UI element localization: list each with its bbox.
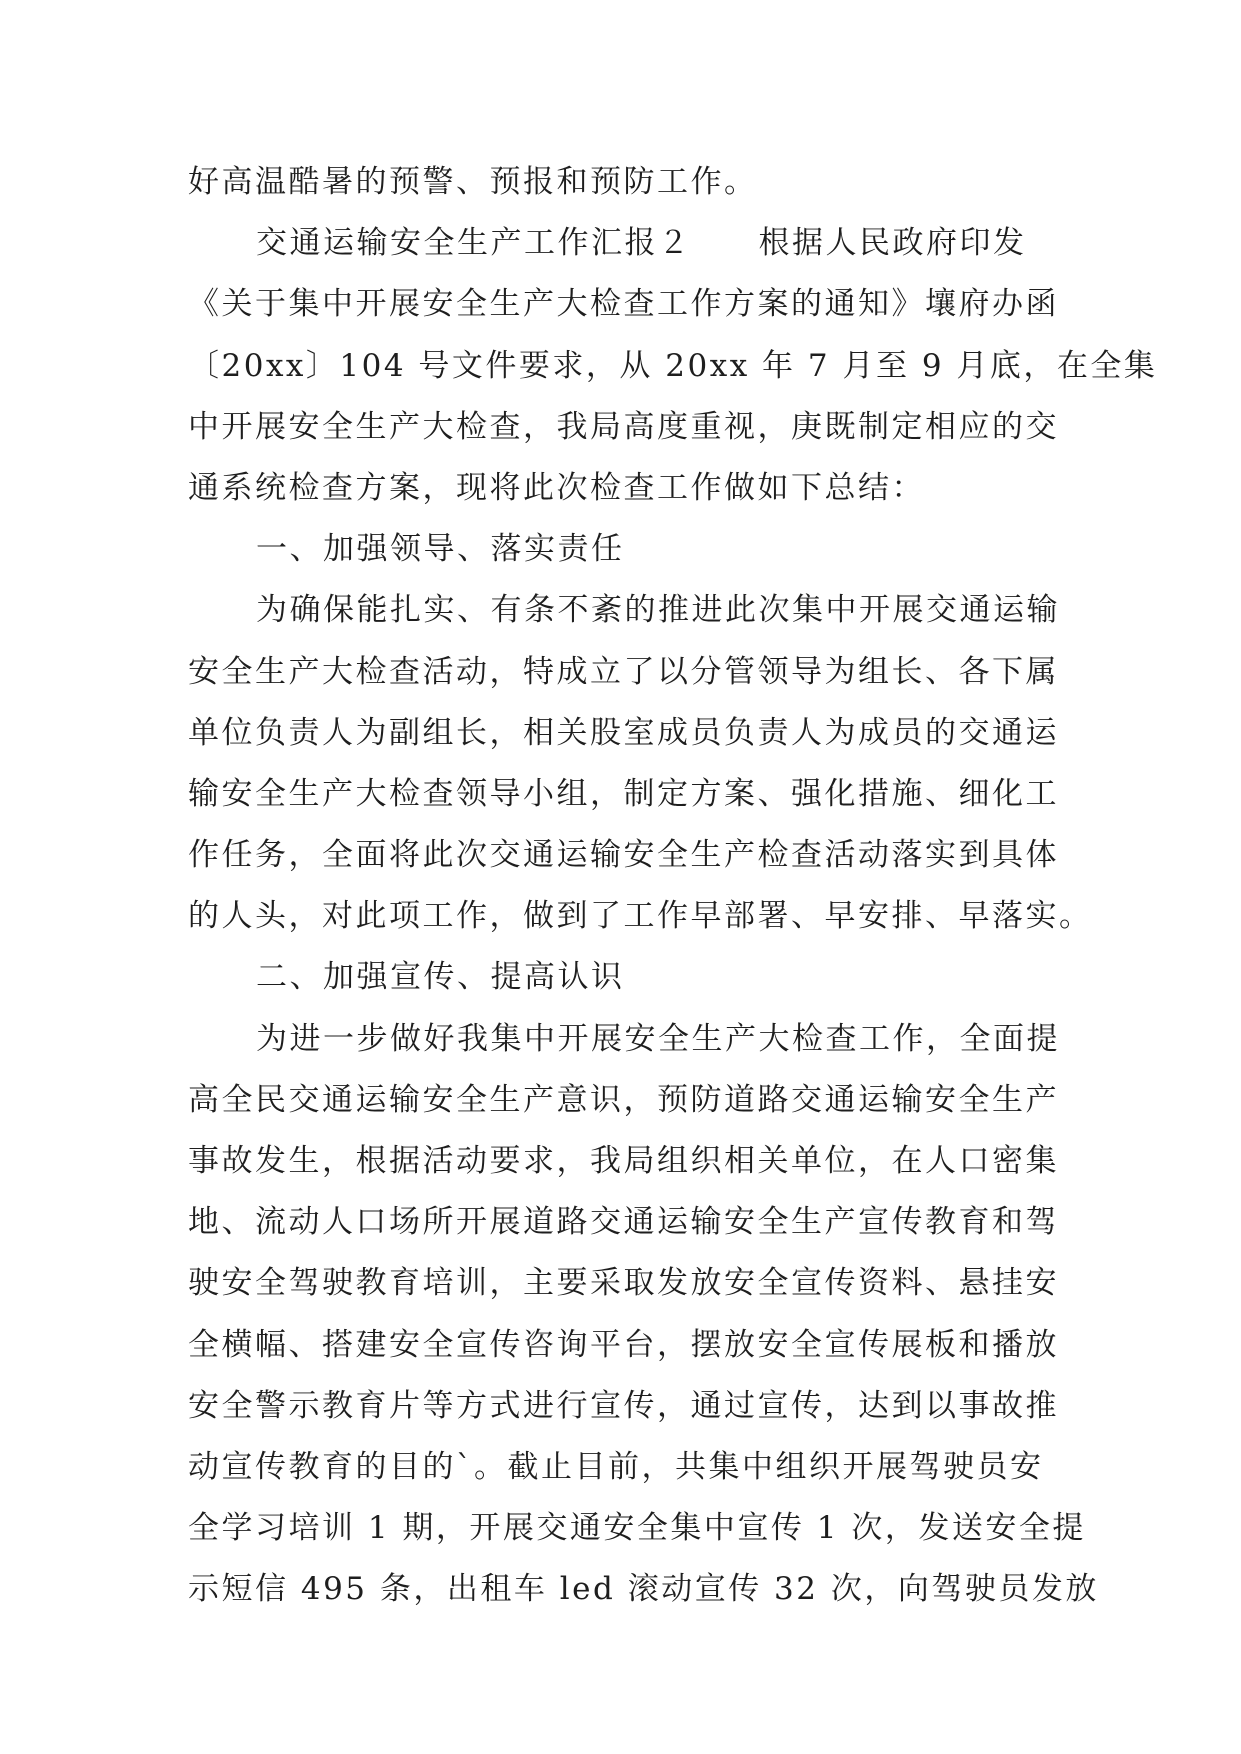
- text-line: 《关于集中开展安全生产大检查工作方案的通知》壤府办函: [188, 286, 1059, 323]
- text-line: 安全生产大检查活动，特成立了以分管领导为组长、各下属: [188, 653, 1059, 690]
- text-line: 事故发生，根据活动要求，我局组织相关单位，在人口密集: [188, 1143, 1059, 1179]
- text-line: 高全民交通运输安全生产意识，预防道路交通运输安全生产: [188, 1081, 1059, 1118]
- text-line: 通系统检查方案，现将此次检查工作做如下总结：: [188, 469, 925, 506]
- text-line: 为进一步做好我集中开展安全生产大检查工作，全面提: [256, 1020, 1060, 1057]
- text-line: 的人头，对此项工作，做到了工作早部署、早安排、早落实。: [188, 898, 1093, 935]
- text-line: 好高温酷暑的预警、预报和预防工作。: [188, 164, 758, 200]
- text-line: 安全警示教育片等方式进行宣传，通过宣传，达到以事故推: [188, 1387, 1059, 1424]
- text-line: 全横幅、搭建安全宣传咨询平台，摆放安全宣传展板和播放: [188, 1326, 1059, 1363]
- text-line: 作任务，全面将此次交通运输安全生产检查活动落实到具体: [188, 837, 1059, 874]
- text-line: 中开展安全生产大检查，我局高度重视，庚既制定相应的交: [188, 408, 1059, 445]
- text-line: 驶安全驾驶教育培训，主要采取发放安全宣传资料、悬挂安: [188, 1265, 1059, 1302]
- section-heading-2: 二、加强宣传、提高认识: [256, 959, 625, 996]
- document-body: [188, 152, 1158, 1621]
- text-line: 动宣传教育的目的`。截止目前，共集中组织开展驾驶员安: [188, 1448, 1044, 1485]
- text-line: 输安全生产大检查领导小组，制定方案、强化措施、细化工: [188, 775, 1059, 812]
- text-line: 全学习培训 1 期，开展交通安全集中宣传 1 次，发送安全提: [188, 1510, 1086, 1547]
- text-line: 单位负责人为副组长，相关股室成员负责人为成员的交通运: [188, 714, 1059, 751]
- text-line: 示短信 495 条，出租车 led 滚动宣传 32 次，向驾驶员发放: [188, 1571, 1099, 1608]
- text-line: 为确保能扎实、有条不紊的推进此次集中开展交通运输: [256, 592, 1060, 629]
- text-line: 地、流动人口场所开展道路交通运输安全生产宣传教育和驾: [188, 1204, 1059, 1241]
- report-title-line: 交通运输安全生产工作汇报２ 根据人民政府印发: [256, 225, 1027, 262]
- text-line: 〔20xx〕104 号文件要求，从 20xx 年 7 月至 9 月底，在全集: [188, 347, 1158, 384]
- section-heading-1: 一、加强领导、落实责任: [256, 531, 625, 568]
